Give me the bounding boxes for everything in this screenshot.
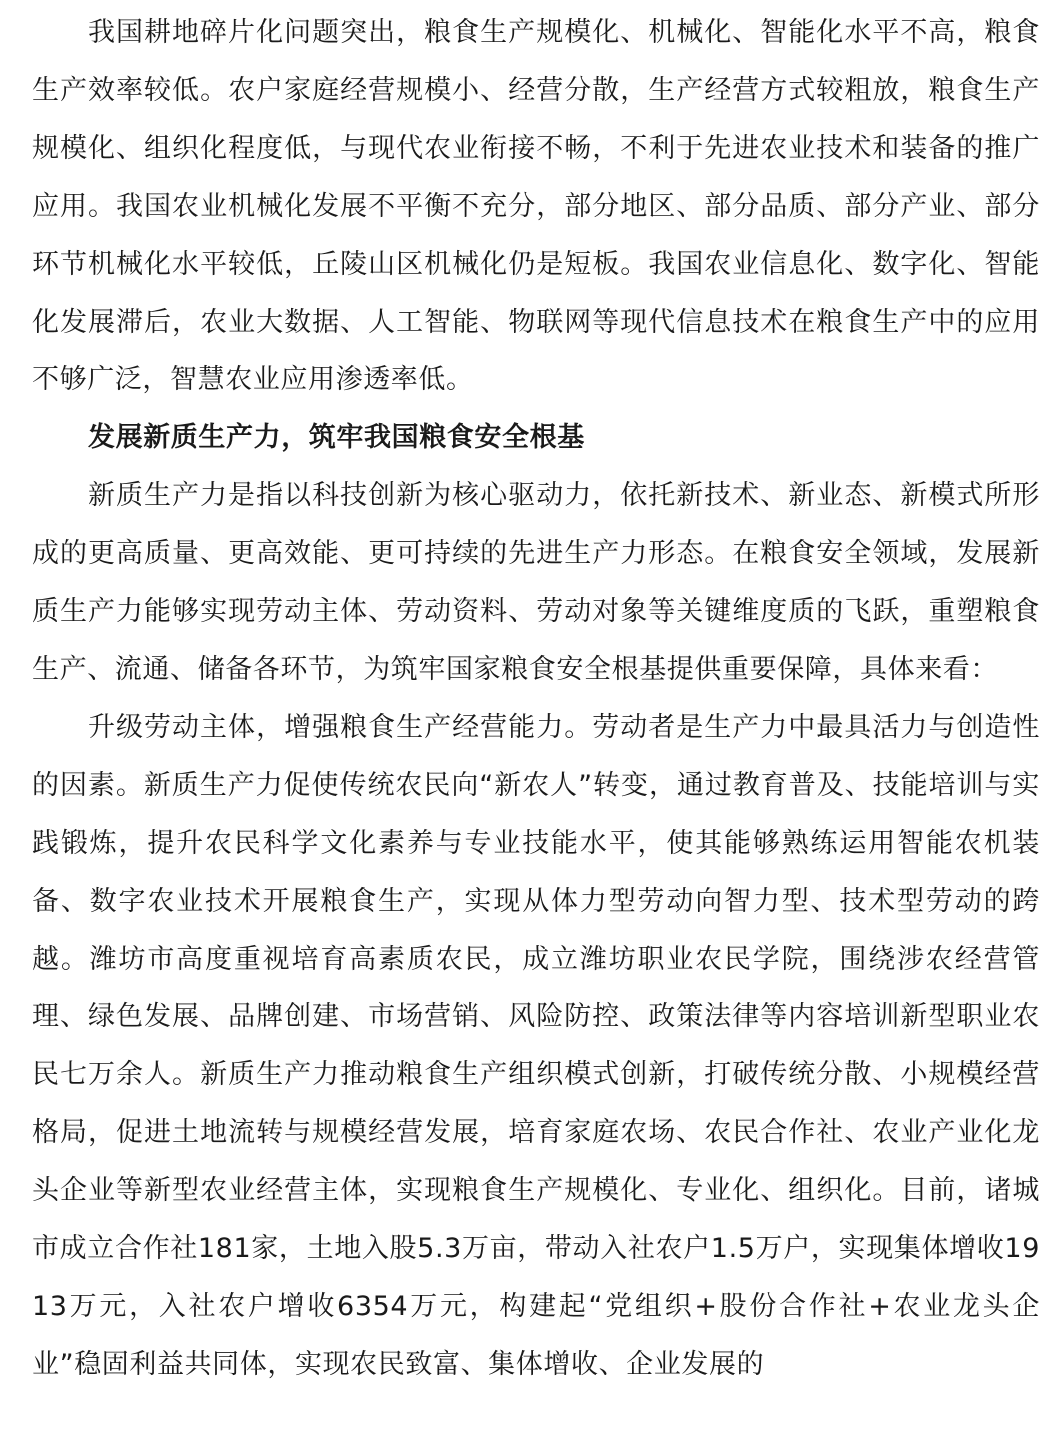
paragraph-upgrade-labor-subject: 升级劳动主体，增强粮食生产经营能力。劳动者是生产力中最具活力与创造性的因素。新质生产力促使传统农民向“新农人”转变，通过教育普及、技能培训与实践锻炼，提升农民科学文化素养与专业技能水平，使其能够熟练运用智能农机装备、数字农业技术开展粮食生产，实现从体力型劳动向智力型、技术型劳动的跨越。潍坊市高度重视培育高素质农民，成立潍坊职业农民学院，围绕涉农经营管理、绿色发展、品牌创建、市场营销、风险防控、政策法律等内容培训新型职业农民七万余人。新质生产力推动粮食生产组织模式创新，打破传统分散、小规模经营格局，促进土地流转与规模经营发展，培育家庭农场、农民合作社、农业产业化龙头企业等新型农业经营主体，实现粮食生产规模化、专业化、组织化。目前，诸城市成立合作社181家，土地入股5.3万亩，带动入社农户1.5万户，实现集体增收1913万元，入社农户增收6354万元，构建起“党组织+股份合作社+农业龙头企业”稳固利益共同体，实现农民致富、集体增收、企业发展的 [32,711,1040,1380]
section-heading: 发展新质生产力，筑牢我国粮食安全根基 [88,422,585,454]
paragraph-farmland-fragmentation: 我国耕地碎片化问题突出，粮食生产规模化、机械化、智能化水平不高，粮食生产效率较低。农户家庭经营规模小、经营分散，生产经营方式较粗放，粮食生产规模化、组织化程度低，与现代农业衔接不畅，不利于先进农业技术和装备的推广应用。我国农业机械化发展不平衡不充分，部分地区、部分品质、部分产业、部分环节机械化水平较低，丘陵山区机械化仍是短板。我国农业信息化、数字化、智能化发展滞后，农业大数据、人工智能、物联网等现代信息技术在粮食生产中的应用不够广泛，智慧农业应用渗透率低。 [32,17,1040,396]
article-body [32,0,1040,1394]
paragraph-new-productivity-definition: 新质生产力是指以科技创新为核心驱动力，依托新技术、新业态、新模式所形成的更高质量、更高效能、更可持续的先进生产力形态。在粮食安全领域，发展新质生产力能够实现劳动主体、劳动资料、劳动对象等关键维度质的飞跃，重塑粮食生产、流通、储备各环节，为筑牢国家粮食安全根基提供重要保障，具体来看： [32,480,1040,685]
